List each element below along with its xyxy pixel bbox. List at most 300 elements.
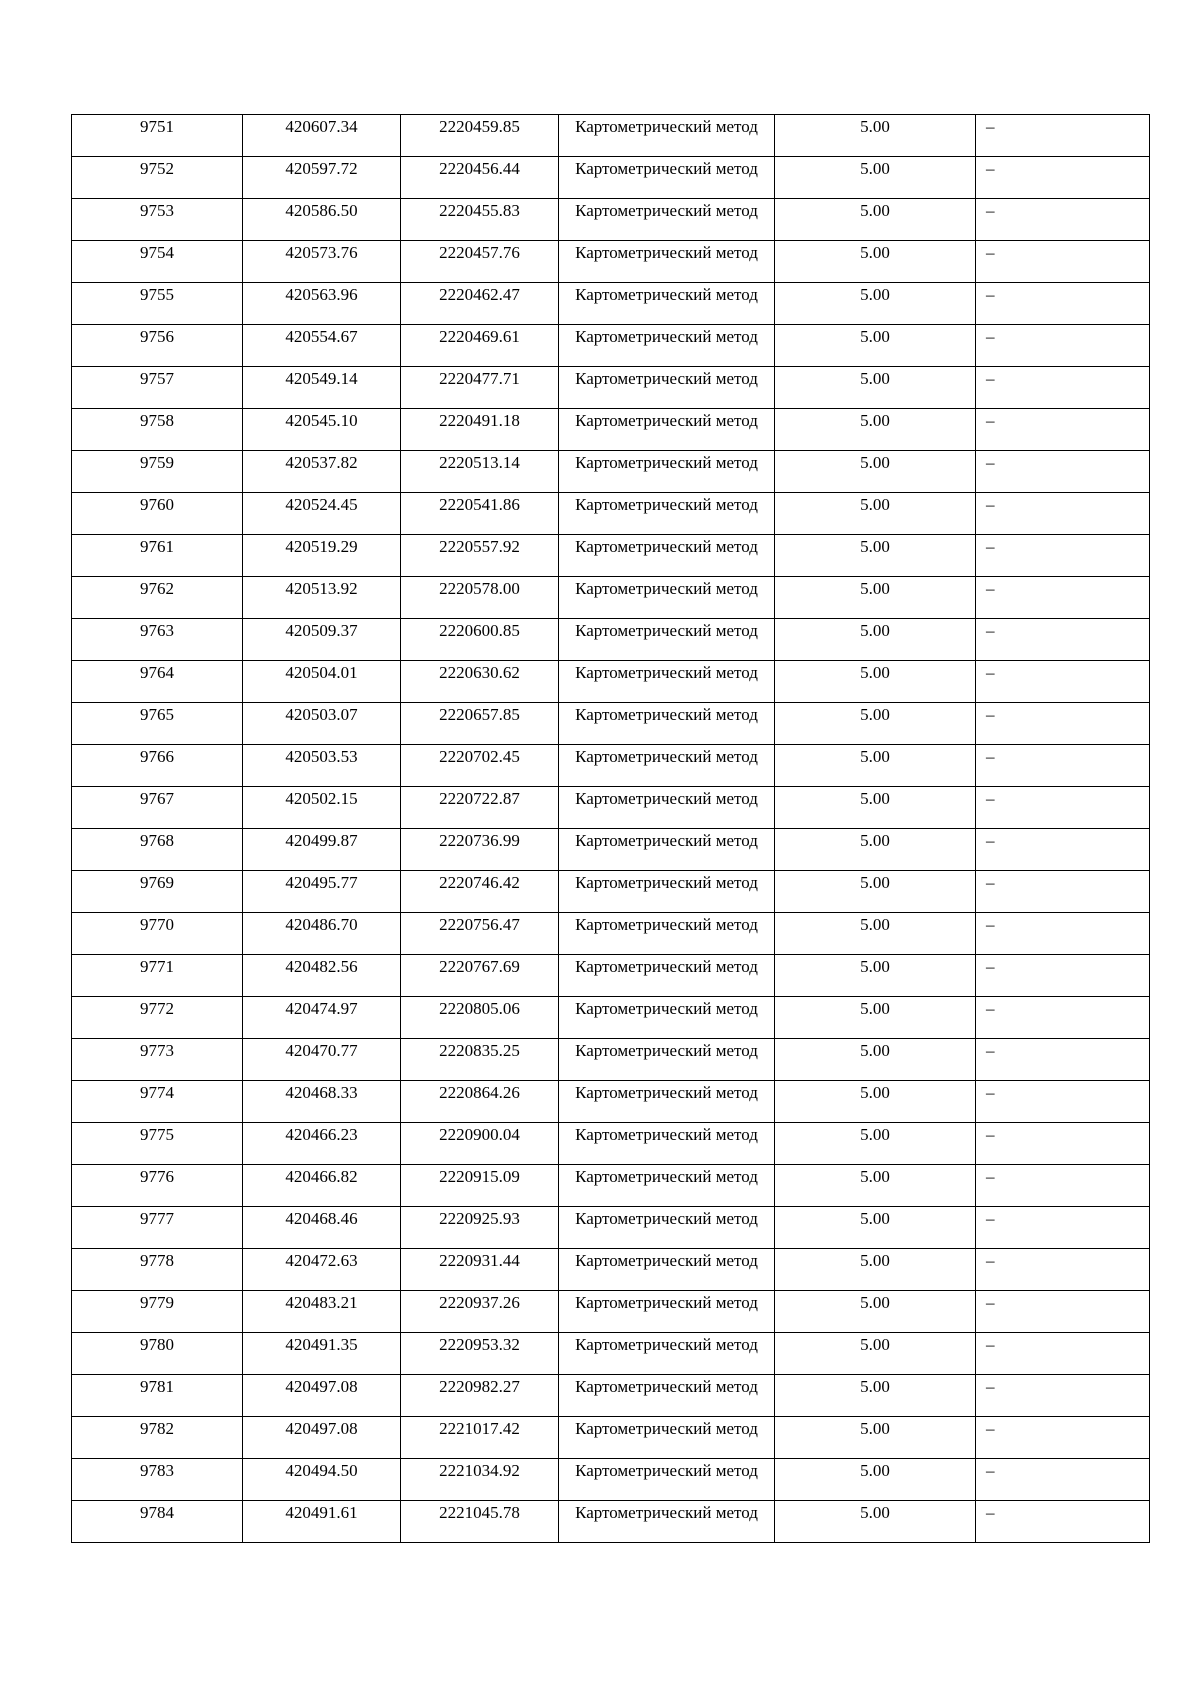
table-row [72, 703, 1150, 745]
table-row [72, 1081, 1150, 1123]
description-cell [976, 1333, 1150, 1375]
point-number-cell [72, 829, 243, 871]
accuracy-cell-text: 5.00 [860, 159, 890, 178]
x-coordinate-cell-text: 420554.67 [285, 327, 358, 346]
point-number-cell [72, 1459, 243, 1501]
point-number-cell-text: 9777 [140, 1209, 174, 1228]
description-cell [976, 241, 1150, 283]
point-number-cell [72, 787, 243, 829]
accuracy-cell [775, 115, 976, 157]
method-cell-text: Картометрический метод [575, 1335, 758, 1354]
accuracy-cell [775, 1333, 976, 1375]
method-cell [559, 577, 775, 619]
y-coordinate-cell [401, 745, 559, 787]
method-cell-text: Картометрический метод [575, 453, 758, 472]
x-coordinate-cell [243, 241, 401, 283]
point-number-cell-text: 9767 [140, 789, 174, 808]
y-coordinate-cell [401, 409, 559, 451]
point-number-cell [72, 703, 243, 745]
point-number-cell [72, 199, 243, 241]
x-coordinate-cell-text: 420495.77 [285, 873, 358, 892]
method-cell [559, 1207, 775, 1249]
accuracy-cell [775, 325, 976, 367]
accuracy-cell [775, 1081, 976, 1123]
accuracy-cell-text: 5.00 [860, 1335, 890, 1354]
table-row [72, 535, 1150, 577]
y-coordinate-cell [401, 871, 559, 913]
description-cell [976, 1249, 1150, 1291]
accuracy-cell-text: 5.00 [860, 1209, 890, 1228]
table-row [72, 1123, 1150, 1165]
x-coordinate-cell [243, 199, 401, 241]
point-number-cell-text: 9778 [140, 1251, 174, 1270]
description-cell-text: – [986, 1503, 995, 1522]
accuracy-cell [775, 955, 976, 997]
method-cell [559, 1375, 775, 1417]
y-coordinate-cell [401, 1207, 559, 1249]
accuracy-cell-text: 5.00 [860, 1419, 890, 1438]
y-coordinate-cell [401, 703, 559, 745]
method-cell-text: Картометрический метод [575, 831, 758, 850]
x-coordinate-cell [243, 157, 401, 199]
y-coordinate-cell-text: 2220578.00 [439, 579, 520, 598]
point-number-cell [72, 367, 243, 409]
method-cell-text: Картометрический метод [575, 957, 758, 976]
accuracy-cell [775, 1207, 976, 1249]
point-number-cell [72, 157, 243, 199]
method-cell-text: Картометрический метод [575, 1209, 758, 1228]
method-cell [559, 283, 775, 325]
x-coordinate-cell [243, 1207, 401, 1249]
coordinates-table-body [72, 115, 1150, 1543]
point-number-cell [72, 1417, 243, 1459]
point-number-cell-text: 9780 [140, 1335, 174, 1354]
method-cell [559, 913, 775, 955]
point-number-cell-text: 9764 [140, 663, 174, 682]
x-coordinate-cell-text: 420509.37 [285, 621, 358, 640]
accuracy-cell [775, 535, 976, 577]
description-cell [976, 451, 1150, 493]
description-cell-text: – [986, 201, 995, 220]
y-coordinate-cell [401, 1249, 559, 1291]
accuracy-cell [775, 745, 976, 787]
accuracy-cell-text: 5.00 [860, 747, 890, 766]
x-coordinate-cell-text: 420502.15 [285, 789, 358, 808]
point-number-cell [72, 1501, 243, 1543]
method-cell [559, 241, 775, 283]
description-cell [976, 1291, 1150, 1333]
method-cell [559, 409, 775, 451]
point-number-cell [72, 241, 243, 283]
description-cell [976, 1039, 1150, 1081]
point-number-cell-text: 9782 [140, 1419, 174, 1438]
method-cell-text: Картометрический метод [575, 1293, 758, 1312]
x-coordinate-cell [243, 745, 401, 787]
description-cell-text: – [986, 411, 995, 430]
accuracy-cell [775, 913, 976, 955]
point-number-cell [72, 871, 243, 913]
x-coordinate-cell-text: 420597.72 [285, 159, 358, 178]
y-coordinate-cell-text: 2220457.76 [439, 243, 520, 262]
method-cell-text: Картометрический метод [575, 411, 758, 430]
x-coordinate-cell-text: 420537.82 [285, 453, 358, 472]
description-cell [976, 871, 1150, 913]
method-cell-text: Картометрический метод [575, 285, 758, 304]
x-coordinate-cell [243, 1459, 401, 1501]
accuracy-cell-text: 5.00 [860, 999, 890, 1018]
description-cell [976, 577, 1150, 619]
point-number-cell [72, 1375, 243, 1417]
x-coordinate-cell [243, 115, 401, 157]
point-number-cell [72, 1249, 243, 1291]
accuracy-cell-text: 5.00 [860, 1041, 890, 1060]
table-row [72, 955, 1150, 997]
description-cell [976, 283, 1150, 325]
accuracy-cell-text: 5.00 [860, 117, 890, 136]
description-cell [976, 1459, 1150, 1501]
accuracy-cell [775, 1039, 976, 1081]
method-cell-text: Картометрический метод [575, 1083, 758, 1102]
point-number-cell [72, 1333, 243, 1375]
accuracy-cell [775, 1249, 976, 1291]
table-row [72, 1459, 1150, 1501]
y-coordinate-cell [401, 1417, 559, 1459]
y-coordinate-cell [401, 241, 559, 283]
accuracy-cell-text: 5.00 [860, 1125, 890, 1144]
x-coordinate-cell [243, 997, 401, 1039]
table-row [72, 1417, 1150, 1459]
y-coordinate-cell-text: 2220835.25 [439, 1041, 520, 1060]
x-coordinate-cell [243, 325, 401, 367]
method-cell [559, 199, 775, 241]
x-coordinate-cell-text: 420466.23 [285, 1125, 358, 1144]
y-coordinate-cell-text: 2220557.92 [439, 537, 520, 556]
y-coordinate-cell [401, 451, 559, 493]
description-cell-text: – [986, 1167, 995, 1186]
y-coordinate-cell-text: 2220953.32 [439, 1335, 520, 1354]
accuracy-cell [775, 1165, 976, 1207]
point-number-cell [72, 535, 243, 577]
x-coordinate-cell [243, 955, 401, 997]
table-row [72, 1375, 1150, 1417]
method-cell [559, 1333, 775, 1375]
table-row [72, 1165, 1150, 1207]
description-cell-text: – [986, 1335, 995, 1354]
method-cell-text: Картометрический метод [575, 159, 758, 178]
accuracy-cell [775, 241, 976, 283]
method-cell [559, 871, 775, 913]
description-cell-text: – [986, 1377, 995, 1396]
description-cell-text: – [986, 1083, 995, 1102]
description-cell-text: – [986, 1461, 995, 1480]
y-coordinate-cell-text: 2220736.99 [439, 831, 520, 850]
method-cell [559, 367, 775, 409]
table-row [72, 661, 1150, 703]
method-cell [559, 535, 775, 577]
y-coordinate-cell-text: 2220456.44 [439, 159, 520, 178]
description-cell-text: – [986, 663, 995, 682]
y-coordinate-cell [401, 535, 559, 577]
y-coordinate-cell [401, 829, 559, 871]
y-coordinate-cell-text: 2220746.42 [439, 873, 520, 892]
point-number-cell-text: 9766 [140, 747, 174, 766]
x-coordinate-cell-text: 420491.61 [285, 1503, 358, 1522]
x-coordinate-cell-text: 420524.45 [285, 495, 358, 514]
y-coordinate-cell [401, 1459, 559, 1501]
x-coordinate-cell [243, 1123, 401, 1165]
description-cell [976, 1165, 1150, 1207]
method-cell [559, 325, 775, 367]
method-cell-text: Картометрический метод [575, 789, 758, 808]
point-number-cell-text: 9775 [140, 1125, 174, 1144]
description-cell-text: – [986, 705, 995, 724]
table-row [72, 283, 1150, 325]
method-cell [559, 1291, 775, 1333]
accuracy-cell-text: 5.00 [860, 873, 890, 892]
y-coordinate-cell [401, 1501, 559, 1543]
y-coordinate-cell [401, 1039, 559, 1081]
description-cell-text: – [986, 285, 995, 304]
description-cell-text: – [986, 579, 995, 598]
method-cell-text: Картометрический метод [575, 495, 758, 514]
accuracy-cell-text: 5.00 [860, 621, 890, 640]
x-coordinate-cell-text: 420563.96 [285, 285, 358, 304]
x-coordinate-cell [243, 1291, 401, 1333]
accuracy-cell-text: 5.00 [860, 1167, 890, 1186]
x-coordinate-cell [243, 1333, 401, 1375]
x-coordinate-cell [243, 1165, 401, 1207]
y-coordinate-cell-text: 2220462.47 [439, 285, 520, 304]
x-coordinate-cell-text: 420472.63 [285, 1251, 358, 1270]
method-cell-text: Картометрический метод [575, 1251, 758, 1270]
description-cell-text: – [986, 1293, 995, 1312]
accuracy-cell-text: 5.00 [860, 831, 890, 850]
table-row [72, 1291, 1150, 1333]
table-row [72, 913, 1150, 955]
x-coordinate-cell-text: 420499.87 [285, 831, 358, 850]
y-coordinate-cell-text: 2221017.42 [439, 1419, 520, 1438]
point-number-cell [72, 1039, 243, 1081]
method-cell-text: Картометрический метод [575, 579, 758, 598]
x-coordinate-cell [243, 619, 401, 661]
accuracy-cell-text: 5.00 [860, 1083, 890, 1102]
point-number-cell-text: 9779 [140, 1293, 174, 1312]
x-coordinate-cell-text: 420519.29 [285, 537, 358, 556]
method-cell [559, 1417, 775, 1459]
point-number-cell [72, 619, 243, 661]
accuracy-cell [775, 1459, 976, 1501]
y-coordinate-cell-text: 2220915.09 [439, 1167, 520, 1186]
point-number-cell-text: 9758 [140, 411, 174, 430]
table-row [72, 115, 1150, 157]
description-cell-text: – [986, 831, 995, 850]
table-row [72, 1501, 1150, 1543]
y-coordinate-cell [401, 619, 559, 661]
x-coordinate-cell [243, 703, 401, 745]
point-number-cell-text: 9753 [140, 201, 174, 220]
point-number-cell [72, 745, 243, 787]
point-number-cell [72, 1123, 243, 1165]
point-number-cell [72, 577, 243, 619]
point-number-cell-text: 9759 [140, 453, 174, 472]
description-cell-text: – [986, 1041, 995, 1060]
table-row [72, 871, 1150, 913]
method-cell-text: Картометрический метод [575, 915, 758, 934]
point-number-cell [72, 1207, 243, 1249]
x-coordinate-cell [243, 913, 401, 955]
y-coordinate-cell-text: 2221034.92 [439, 1461, 520, 1480]
method-cell [559, 1249, 775, 1291]
description-cell [976, 913, 1150, 955]
x-coordinate-cell [243, 535, 401, 577]
x-coordinate-cell [243, 283, 401, 325]
y-coordinate-cell-text: 2220982.27 [439, 1377, 520, 1396]
method-cell-text: Картометрический метод [575, 705, 758, 724]
accuracy-cell [775, 1501, 976, 1543]
description-cell [976, 1417, 1150, 1459]
y-coordinate-cell [401, 1165, 559, 1207]
method-cell [559, 703, 775, 745]
description-cell [976, 115, 1150, 157]
y-coordinate-cell [401, 997, 559, 1039]
x-coordinate-cell [243, 367, 401, 409]
accuracy-cell-text: 5.00 [860, 1251, 890, 1270]
table-row [72, 1039, 1150, 1081]
description-cell [976, 1375, 1150, 1417]
description-cell-text: – [986, 243, 995, 262]
accuracy-cell-text: 5.00 [860, 915, 890, 934]
y-coordinate-cell-text: 2220513.14 [439, 453, 520, 472]
table-row [72, 745, 1150, 787]
description-cell [976, 745, 1150, 787]
description-cell-text: – [986, 495, 995, 514]
method-cell [559, 1123, 775, 1165]
method-cell [559, 1039, 775, 1081]
y-coordinate-cell [401, 115, 559, 157]
description-cell [976, 157, 1150, 199]
point-number-cell [72, 409, 243, 451]
accuracy-cell-text: 5.00 [860, 1503, 890, 1522]
y-coordinate-cell-text: 2221045.78 [439, 1503, 520, 1522]
x-coordinate-cell-text: 420513.92 [285, 579, 358, 598]
y-coordinate-cell [401, 955, 559, 997]
method-cell-text: Картометрический метод [575, 327, 758, 346]
accuracy-cell [775, 787, 976, 829]
description-cell-text: – [986, 159, 995, 178]
description-cell [976, 1123, 1150, 1165]
x-coordinate-cell [243, 829, 401, 871]
accuracy-cell [775, 1123, 976, 1165]
x-coordinate-cell [243, 577, 401, 619]
y-coordinate-cell-text: 2220455.83 [439, 201, 520, 220]
point-number-cell-text: 9765 [140, 705, 174, 724]
point-number-cell-text: 9784 [140, 1503, 174, 1522]
method-cell [559, 619, 775, 661]
accuracy-cell-text: 5.00 [860, 411, 890, 430]
point-number-cell [72, 115, 243, 157]
description-cell [976, 409, 1150, 451]
y-coordinate-cell [401, 325, 559, 367]
point-number-cell-text: 9752 [140, 159, 174, 178]
x-coordinate-cell [243, 1501, 401, 1543]
method-cell [559, 1459, 775, 1501]
description-cell [976, 1207, 1150, 1249]
y-coordinate-cell-text: 2220541.86 [439, 495, 520, 514]
x-coordinate-cell-text: 420491.35 [285, 1335, 358, 1354]
y-coordinate-cell [401, 1375, 559, 1417]
x-coordinate-cell [243, 1039, 401, 1081]
y-coordinate-cell-text: 2220805.06 [439, 999, 520, 1018]
description-cell [976, 619, 1150, 661]
description-cell [976, 1501, 1150, 1543]
method-cell-text: Картометрический метод [575, 117, 758, 136]
y-coordinate-cell-text: 2220657.85 [439, 705, 520, 724]
point-number-cell [72, 283, 243, 325]
x-coordinate-cell-text: 420586.50 [285, 201, 358, 220]
point-number-cell-text: 9771 [140, 957, 174, 976]
x-coordinate-cell-text: 420497.08 [285, 1419, 358, 1438]
accuracy-cell [775, 367, 976, 409]
x-coordinate-cell-text: 420497.08 [285, 1377, 358, 1396]
description-cell-text: – [986, 873, 995, 892]
accuracy-cell [775, 1375, 976, 1417]
description-cell-text: – [986, 1419, 995, 1438]
y-coordinate-cell-text: 2220459.85 [439, 117, 520, 136]
point-number-cell-text: 9770 [140, 915, 174, 934]
point-number-cell-text: 9772 [140, 999, 174, 1018]
x-coordinate-cell-text: 420468.33 [285, 1083, 358, 1102]
y-coordinate-cell-text: 2220767.69 [439, 957, 520, 976]
point-number-cell-text: 9751 [140, 117, 174, 136]
accuracy-cell-text: 5.00 [860, 663, 890, 682]
y-coordinate-cell-text: 2220925.93 [439, 1209, 520, 1228]
y-coordinate-cell-text: 2220630.62 [439, 663, 520, 682]
table-row [72, 787, 1150, 829]
accuracy-cell [775, 199, 976, 241]
y-coordinate-cell [401, 661, 559, 703]
y-coordinate-cell-text: 2220702.45 [439, 747, 520, 766]
accuracy-cell [775, 283, 976, 325]
accuracy-cell [775, 703, 976, 745]
point-number-cell [72, 1291, 243, 1333]
method-cell [559, 1081, 775, 1123]
description-cell [976, 493, 1150, 535]
accuracy-cell-text: 5.00 [860, 957, 890, 976]
table-row [72, 199, 1150, 241]
accuracy-cell-text: 5.00 [860, 537, 890, 556]
x-coordinate-cell-text: 420545.10 [285, 411, 358, 430]
table-row [72, 1333, 1150, 1375]
method-cell-text: Картометрический метод [575, 999, 758, 1018]
method-cell-text: Картометрический метод [575, 1503, 758, 1522]
y-coordinate-cell-text: 2220722.87 [439, 789, 520, 808]
table-row [72, 829, 1150, 871]
y-coordinate-cell-text: 2220600.85 [439, 621, 520, 640]
table-row [72, 577, 1150, 619]
method-cell-text: Картометрический метод [575, 663, 758, 682]
method-cell [559, 115, 775, 157]
x-coordinate-cell-text: 420474.97 [285, 999, 358, 1018]
accuracy-cell-text: 5.00 [860, 789, 890, 808]
y-coordinate-cell [401, 283, 559, 325]
description-cell [976, 787, 1150, 829]
y-coordinate-cell [401, 1081, 559, 1123]
y-coordinate-cell-text: 2220491.18 [439, 411, 520, 430]
point-number-cell-text: 9774 [140, 1083, 174, 1102]
x-coordinate-cell-text: 420573.76 [285, 243, 358, 262]
table-row [72, 325, 1150, 367]
method-cell-text: Картометрический метод [575, 1461, 758, 1480]
